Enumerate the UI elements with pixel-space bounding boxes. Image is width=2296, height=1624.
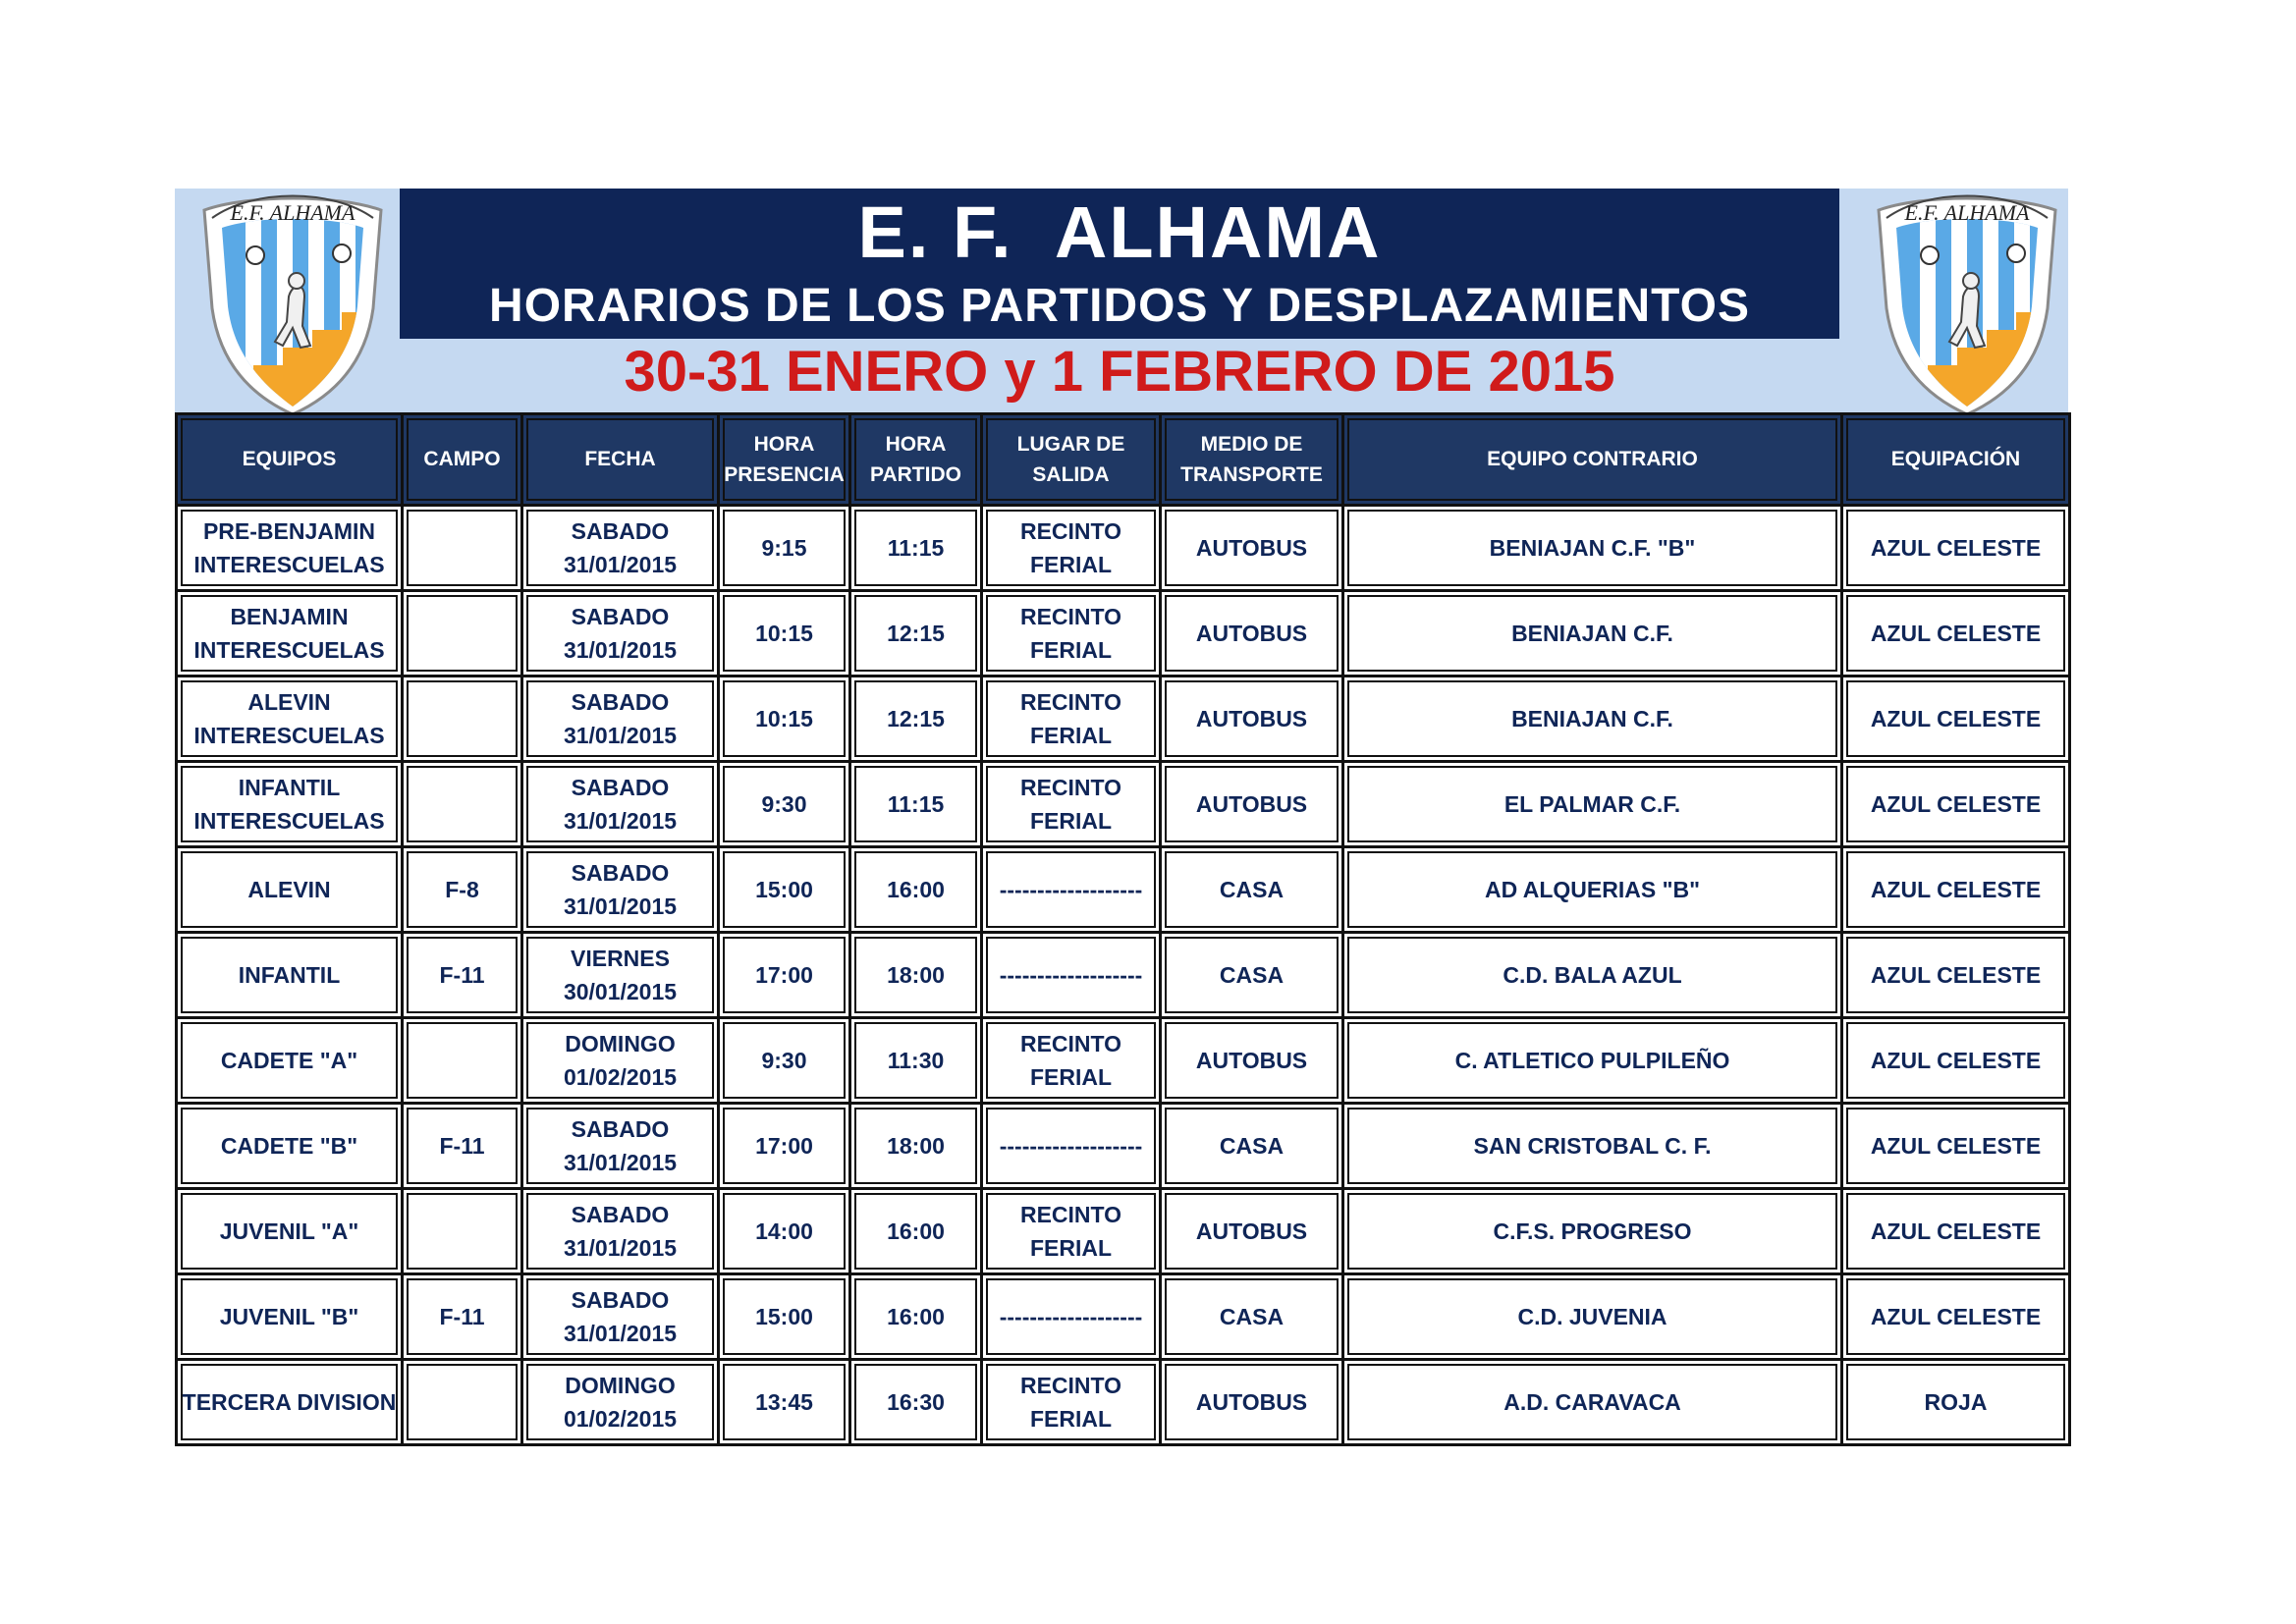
cell-lugar-salida <box>983 848 1162 934</box>
col-equipo-contrario: EQUIPO CONTRARIO <box>1344 415 1843 507</box>
cell-hora-partido-text: 18:00 <box>887 1132 945 1159</box>
table-row <box>178 592 2071 677</box>
table-row <box>178 934 2071 1019</box>
cell-hora-presencia <box>720 1190 851 1275</box>
cell-hora-partido <box>851 507 983 592</box>
cell-hora-partido-text: 18:00 <box>887 961 945 988</box>
cell-equipacion-text: AZUL CELESTE <box>1870 1303 2042 1329</box>
cell-equipo-text: TERCERA DIVISION <box>182 1388 397 1415</box>
cell-medio-transporte <box>1162 592 1344 677</box>
cell-medio-transporte <box>1162 1019 1344 1105</box>
cell-medio-transporte-text: AUTOBUS <box>1195 620 1308 646</box>
cell-equipo <box>178 1190 404 1275</box>
cell-campo <box>404 1019 523 1105</box>
cell-hora-presencia-text: 15:00 <box>755 1303 813 1329</box>
club-crest-left <box>194 189 391 416</box>
cell-medio-transporte <box>1162 1105 1344 1190</box>
cell-equipacion-text: AZUL CELESTE <box>1870 961 2042 988</box>
cell-lugar-salida <box>983 763 1162 848</box>
cell-equipo-contrario-text: BENIAJAN C.F. <box>1511 620 1673 646</box>
cell-equipo <box>178 1019 404 1105</box>
cell-fecha-text: 31/01/2015 <box>563 723 678 748</box>
cell-equipo-text: JUVENIL "A" <box>219 1218 359 1244</box>
cell-fecha-text: 01/02/2015 <box>563 1406 678 1432</box>
cell-equipo-contrario <box>1344 763 1843 848</box>
cell-equipo <box>178 934 404 1019</box>
cell-campo-text: F-11 <box>439 961 485 988</box>
cell-lugar-salida-text: RECINTO <box>1019 1372 1122 1398</box>
cell-lugar-salida-text: ------------------- <box>999 961 1143 988</box>
table-row <box>178 1361 2071 1446</box>
cell-equipo-contrario-text: C. ATLETICO PULPILEÑO <box>1454 1047 1730 1073</box>
table-header-row <box>178 415 2071 507</box>
cell-hora-presencia <box>720 763 851 848</box>
cell-fecha <box>523 592 720 677</box>
cell-lugar-salida <box>983 1019 1162 1105</box>
cell-equipacion <box>1843 1190 2071 1275</box>
cell-fecha-text: 31/01/2015 <box>563 1235 678 1261</box>
cell-medio-transporte <box>1162 934 1344 1019</box>
cell-hora-presencia <box>720 1019 851 1105</box>
col-medio-line1: MEDIO DE <box>1200 432 1303 456</box>
cell-campo <box>404 848 523 934</box>
cell-campo <box>404 934 523 1019</box>
cell-fecha-text: 01/02/2015 <box>563 1064 678 1090</box>
cell-fecha-text: SABADO <box>571 603 670 629</box>
cell-hora-presencia <box>720 677 851 763</box>
cell-equipacion-text: AZUL CELESTE <box>1870 876 2042 902</box>
cell-lugar-salida <box>983 934 1162 1019</box>
cell-lugar-salida-text: FERIAL <box>1029 1406 1113 1432</box>
cell-campo <box>404 1361 523 1446</box>
cell-hora-presencia <box>720 1361 851 1446</box>
cell-hora-partido <box>851 1019 983 1105</box>
col-medio-line2: TRANSPORTE <box>1180 463 1323 486</box>
cell-fecha-text: 31/01/2015 <box>563 1150 678 1175</box>
table-row <box>178 848 2071 934</box>
crest-text-right: E.F. ALHAMA <box>1904 200 2030 225</box>
col-lugar-line2: SALIDA <box>1032 463 1110 486</box>
cell-hora-presencia <box>720 934 851 1019</box>
cell-campo-text: F-11 <box>439 1132 485 1159</box>
col-lugar-salida <box>983 415 1162 507</box>
cell-equipo-contrario <box>1344 1019 1843 1105</box>
cell-equipo-contrario-text: BENIAJAN C.F. <box>1511 705 1673 731</box>
table-row <box>178 677 2071 763</box>
cell-equipo <box>178 1361 404 1446</box>
cell-equipo-text: INTERESCUELAS <box>193 552 385 577</box>
cell-campo <box>404 1105 523 1190</box>
col-hora-presencia-line1: HORA <box>753 432 815 456</box>
club-crest-right <box>1869 189 2065 416</box>
cell-hora-partido <box>851 1361 983 1446</box>
cell-medio-transporte <box>1162 848 1344 934</box>
cell-lugar-salida-text: FERIAL <box>1029 552 1113 577</box>
cell-fecha-text: SABADO <box>571 1115 670 1142</box>
cell-equipo-text: JUVENIL "B" <box>219 1303 359 1329</box>
cell-equipo-text: ALEVIN <box>247 876 331 902</box>
cell-equipo-text: BENJAMIN <box>230 603 349 629</box>
cell-campo <box>404 763 523 848</box>
table-row <box>178 763 2071 848</box>
cell-hora-partido-text: 11:15 <box>887 534 945 561</box>
cell-fecha <box>523 1361 720 1446</box>
cell-hora-partido <box>851 1190 983 1275</box>
cell-hora-presencia-text: 10:15 <box>755 620 813 646</box>
cell-hora-presencia-text: 14:00 <box>755 1218 813 1244</box>
cell-fecha-text: DOMINGO <box>565 1030 676 1056</box>
cell-fecha <box>523 507 720 592</box>
cell-hora-presencia-text: 13:45 <box>755 1388 813 1415</box>
cell-equipo-text: INFANTIL <box>238 961 341 988</box>
cell-fecha-text: SABADO <box>571 1286 670 1313</box>
cell-equipacion-text: AZUL CELESTE <box>1870 1047 2042 1073</box>
cell-equipo-contrario-text: SAN CRISTOBAL C. F. <box>1473 1132 1712 1159</box>
cell-hora-partido-text: 16:00 <box>887 1303 945 1329</box>
cell-fecha-text: VIERNES <box>571 945 670 971</box>
cell-equipo <box>178 1275 404 1361</box>
cell-medio-transporte-text: CASA <box>1219 876 1285 902</box>
cell-medio-transporte-text: CASA <box>1219 961 1285 988</box>
cell-fecha <box>523 1105 720 1190</box>
cell-equipacion <box>1843 1019 2071 1105</box>
cell-fecha <box>523 1275 720 1361</box>
cell-hora-partido <box>851 848 983 934</box>
cell-fecha-text: DOMINGO <box>565 1372 676 1398</box>
cell-equipo-text: PRE-BENJAMIN <box>202 517 376 544</box>
cell-lugar-salida-text: RECINTO <box>1019 1030 1122 1056</box>
cell-equipacion <box>1843 763 2071 848</box>
cell-hora-presencia <box>720 592 851 677</box>
cell-lugar-salida-text: FERIAL <box>1029 1064 1113 1090</box>
cell-equipacion-text: AZUL CELESTE <box>1870 1218 2042 1244</box>
cell-equipo-contrario <box>1344 1105 1843 1190</box>
cell-equipo-contrario-text: C.D. JUVENIA <box>1517 1303 1667 1329</box>
cell-hora-partido <box>851 1105 983 1190</box>
date-range: 30-31 ENERO y 1 FEBRERO DE 2015 <box>624 340 1615 404</box>
col-lugar-line1: LUGAR DE <box>1016 432 1125 456</box>
cell-fecha-text: 31/01/2015 <box>563 1321 678 1346</box>
cell-fecha <box>523 763 720 848</box>
cell-equipo-contrario-text: EL PALMAR C.F. <box>1503 790 1681 817</box>
col-hora-partido-line2: PARTIDO <box>870 463 961 486</box>
cell-equipacion-text: AZUL CELESTE <box>1870 534 2042 561</box>
cell-lugar-salida-text: RECINTO <box>1019 603 1122 629</box>
cell-equipo-contrario <box>1344 1361 1843 1446</box>
cell-campo-text: F-11 <box>439 1303 485 1329</box>
cell-medio-transporte <box>1162 677 1344 763</box>
cell-medio-transporte-text: AUTOBUS <box>1195 1388 1308 1415</box>
cell-hora-partido-text: 12:15 <box>887 620 945 646</box>
cell-equipo-contrario-text: C.D. BALA AZUL <box>1503 961 1682 988</box>
cell-hora-partido-text: 12:15 <box>887 705 945 731</box>
cell-hora-presencia-text: 9:30 <box>761 1047 807 1073</box>
cell-equipo <box>178 677 404 763</box>
cell-equipo <box>178 507 404 592</box>
cell-equipacion <box>1843 677 2071 763</box>
cell-lugar-salida-text: FERIAL <box>1029 637 1113 663</box>
cell-lugar-salida <box>983 1190 1162 1275</box>
cell-fecha-text: 31/01/2015 <box>563 552 678 577</box>
cell-medio-transporte-text: AUTOBUS <box>1195 1047 1308 1073</box>
cell-equipacion <box>1843 934 2071 1019</box>
cell-equipo-contrario <box>1344 592 1843 677</box>
cell-campo <box>404 1190 523 1275</box>
cell-equipacion-text: AZUL CELESTE <box>1870 620 2042 646</box>
cell-equipacion <box>1843 1275 2071 1361</box>
cell-hora-presencia-text: 9:30 <box>761 790 807 817</box>
cell-equipo-contrario <box>1344 507 1843 592</box>
cell-lugar-salida-text: FERIAL <box>1029 723 1113 748</box>
cell-lugar-salida <box>983 592 1162 677</box>
cell-hora-partido <box>851 677 983 763</box>
table-row <box>178 1275 2071 1361</box>
cell-lugar-salida-text: ------------------- <box>999 876 1143 902</box>
col-hora-partido <box>851 415 983 507</box>
crest-text-left: E.F. ALHAMA <box>230 200 355 225</box>
cell-hora-presencia-text: 15:00 <box>755 876 813 902</box>
cell-equipo-text: INTERESCUELAS <box>193 723 385 748</box>
col-equipos: EQUIPOS <box>178 415 404 507</box>
cell-hora-presencia-text: 10:15 <box>755 705 813 731</box>
cell-campo <box>404 677 523 763</box>
cell-fecha-text: 31/01/2015 <box>563 893 678 919</box>
cell-equipo-text: ALEVIN <box>247 688 331 715</box>
cell-hora-presencia <box>720 507 851 592</box>
cell-medio-transporte <box>1162 763 1344 848</box>
cell-equipo <box>178 763 404 848</box>
cell-equipacion <box>1843 592 2071 677</box>
cell-hora-partido <box>851 934 983 1019</box>
cell-lugar-salida <box>983 1105 1162 1190</box>
cell-equipacion <box>1843 507 2071 592</box>
cell-fecha <box>523 1190 720 1275</box>
cell-equipo-contrario <box>1344 1190 1843 1275</box>
cell-equipo-text: CADETE "A" <box>220 1047 358 1073</box>
cell-fecha-text: SABADO <box>571 688 670 715</box>
cell-hora-presencia-text: 17:00 <box>755 1132 813 1159</box>
cell-fecha-text: SABADO <box>571 859 670 886</box>
cell-hora-presencia-text: 17:00 <box>755 961 813 988</box>
table-row <box>178 1019 2071 1105</box>
cell-campo-text: F-8 <box>445 876 479 902</box>
cell-medio-transporte-text: AUTOBUS <box>1195 790 1308 817</box>
cell-equipo-contrario <box>1344 848 1843 934</box>
cell-equipo-contrario-text: A.D. CARAVACA <box>1503 1388 1681 1415</box>
cell-equipacion-text: AZUL CELESTE <box>1870 705 2042 731</box>
cell-hora-partido <box>851 592 983 677</box>
cell-medio-transporte <box>1162 507 1344 592</box>
cell-lugar-salida-text: FERIAL <box>1029 1235 1113 1261</box>
cell-fecha <box>523 848 720 934</box>
cell-campo <box>404 592 523 677</box>
col-fecha: FECHA <box>523 415 720 507</box>
cell-medio-transporte <box>1162 1190 1344 1275</box>
cell-fecha-text: 30/01/2015 <box>563 979 678 1004</box>
cell-equipo-text: CADETE "B" <box>220 1132 358 1159</box>
cell-campo <box>404 1275 523 1361</box>
cell-equipo <box>178 848 404 934</box>
cell-equipo-contrario-text: BENIAJAN C.F. "B" <box>1489 534 1696 561</box>
table-row <box>178 507 2071 592</box>
cell-medio-transporte-text: CASA <box>1219 1132 1285 1159</box>
cell-equipo <box>178 592 404 677</box>
page-subtitle: HORARIOS DE LOS PARTIDOS Y DESPLAZAMIENTOS <box>489 280 1750 332</box>
cell-medio-transporte-text: AUTOBUS <box>1195 705 1308 731</box>
cell-equipo-contrario <box>1344 934 1843 1019</box>
cell-lugar-salida-text: RECINTO <box>1019 774 1122 800</box>
cell-lugar-salida-text: ------------------- <box>999 1303 1143 1329</box>
cell-equipacion-text: ROJA <box>1924 1388 1988 1415</box>
cell-medio-transporte <box>1162 1275 1344 1361</box>
cell-medio-transporte-text: AUTOBUS <box>1195 534 1308 561</box>
cell-fecha-text: SABADO <box>571 774 670 800</box>
cell-lugar-salida-text: ------------------- <box>999 1132 1143 1159</box>
cell-lugar-salida <box>983 1275 1162 1361</box>
table-row <box>178 1105 2071 1190</box>
cell-fecha-text: SABADO <box>571 1201 670 1227</box>
cell-hora-partido <box>851 763 983 848</box>
cell-lugar-salida <box>983 507 1162 592</box>
cell-equipacion <box>1843 1105 2071 1190</box>
cell-equipo-contrario-text: AD ALQUERIAS "B" <box>1484 876 1701 902</box>
cell-hora-partido-text: 16:30 <box>887 1388 945 1415</box>
cell-medio-transporte-text: CASA <box>1219 1303 1285 1329</box>
cell-medio-transporte-text: AUTOBUS <box>1195 1218 1308 1244</box>
cell-equipo-text: INTERESCUELAS <box>193 637 385 663</box>
cell-fecha-text: SABADO <box>571 517 670 544</box>
cell-hora-partido <box>851 1275 983 1361</box>
cell-hora-partido-text: 11:15 <box>887 790 945 817</box>
cell-hora-partido-text: 11:30 <box>887 1047 945 1073</box>
cell-fecha <box>523 1019 720 1105</box>
cell-lugar-salida-text: RECINTO <box>1019 688 1122 715</box>
cell-medio-transporte <box>1162 1361 1344 1446</box>
cell-equipo-contrario-text: C.F.S. PROGRESO <box>1493 1218 1692 1244</box>
cell-lugar-salida-text: FERIAL <box>1029 808 1113 834</box>
cell-hora-partido-text: 16:00 <box>887 876 945 902</box>
col-medio-transporte <box>1162 415 1344 507</box>
cell-lugar-salida <box>983 677 1162 763</box>
cell-hora-presencia <box>720 1275 851 1361</box>
schedule-body <box>178 507 2071 1446</box>
col-campo: CAMPO <box>404 415 523 507</box>
cell-lugar-salida-text: RECINTO <box>1019 1201 1122 1227</box>
cell-equipo <box>178 1105 404 1190</box>
schedule-table <box>175 412 2071 1446</box>
col-equipacion: EQUIPACIÓN <box>1843 415 2071 507</box>
page-title: E. F. ALHAMA <box>857 191 1382 273</box>
col-hora-presencia-line2: PRESENCIA <box>724 463 845 486</box>
cell-campo <box>404 507 523 592</box>
col-hora-partido-line1: HORA <box>885 432 947 456</box>
cell-equipo-contrario <box>1344 677 1843 763</box>
cell-hora-partido-text: 16:00 <box>887 1218 945 1244</box>
cell-fecha <box>523 934 720 1019</box>
cell-fecha <box>523 677 720 763</box>
title-box <box>400 189 1839 339</box>
cell-equipo-text: INFANTIL <box>238 774 341 800</box>
cell-equipacion-text: AZUL CELESTE <box>1870 790 2042 817</box>
cell-fecha-text: 31/01/2015 <box>563 637 678 663</box>
cell-equipacion-text: AZUL CELESTE <box>1870 1132 2042 1159</box>
cell-hora-presencia <box>720 848 851 934</box>
cell-equipacion <box>1843 848 2071 934</box>
cell-lugar-salida-text: RECINTO <box>1019 517 1122 544</box>
cell-equipo-contrario <box>1344 1275 1843 1361</box>
table-row <box>178 1190 2071 1275</box>
cell-equipacion <box>1843 1361 2071 1446</box>
col-hora-presencia <box>720 415 851 507</box>
cell-hora-presencia-text: 9:15 <box>761 534 807 561</box>
cell-lugar-salida <box>983 1361 1162 1446</box>
cell-hora-presencia <box>720 1105 851 1190</box>
cell-equipo-text: INTERESCUELAS <box>193 808 385 834</box>
cell-fecha-text: 31/01/2015 <box>563 808 678 834</box>
